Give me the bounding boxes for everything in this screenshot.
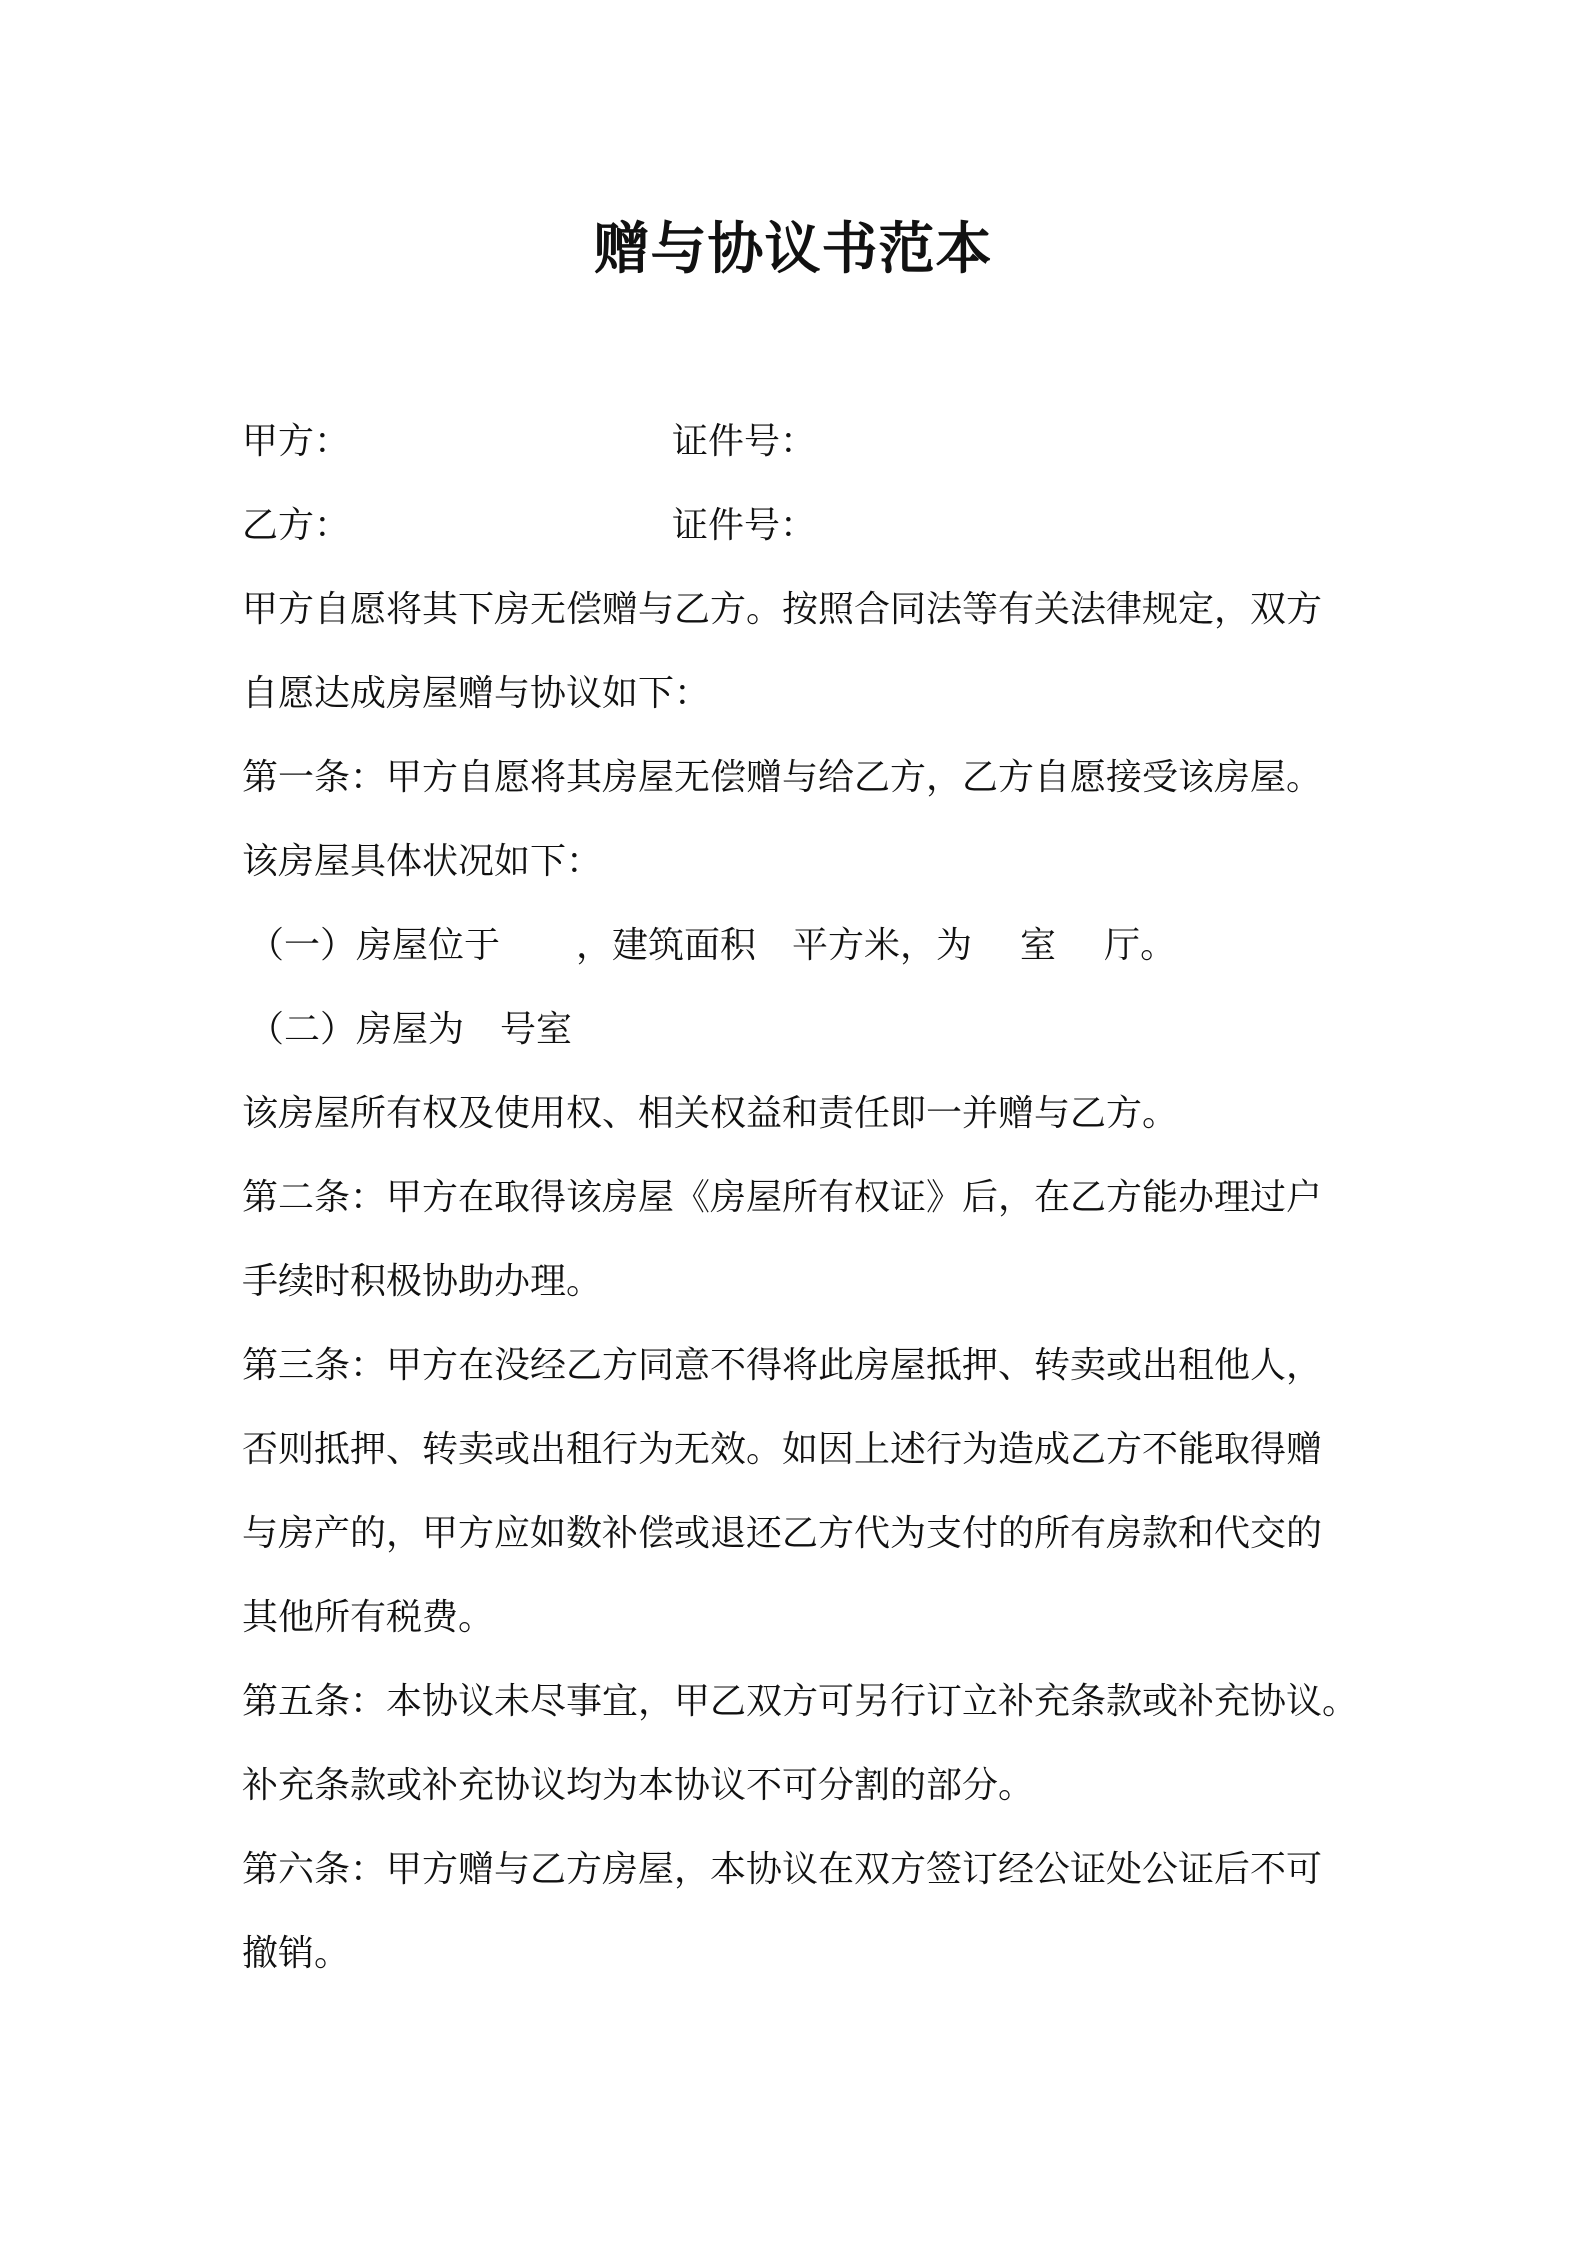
item2-label: （二）房屋为 <box>248 1009 465 1050</box>
item1-room-label: 室 <box>1020 925 1057 966</box>
article1-line-2: 该房屋具体状况如下： <box>242 841 603 882</box>
article5-line-1: 第五条：本协议未尽事宜，甲乙双方可另行订立补充条款或补充协议。 <box>242 1681 1359 1722</box>
article5-line-2: 补充条款或补充协议均为本协议不可分割的部分。 <box>242 1765 1035 1806</box>
item1-area-label: ，建筑面积 <box>576 925 757 966</box>
article2-line-1: 第二条：甲方在取得该房屋《房屋所有权证》后，在乙方能办理过户 <box>242 1177 1323 1218</box>
party-b-id-label: 证件号： <box>672 505 817 546</box>
article3-line-1: 第三条：甲方在没经乙方同意不得将此房屋抵押、转卖或出租他人， <box>242 1345 1323 1386</box>
intro-line-1: 甲方自愿将其下房无偿赠与乙方。按照合同法等有关法律规定，双方 <box>242 589 1323 630</box>
party-a-label: 甲方： <box>242 421 351 462</box>
party-b-line <box>242 484 1352 568</box>
article3-line-4: 其他所有税费。 <box>242 1597 495 1638</box>
document-body <box>242 400 1359 1996</box>
article6-line-2: 撤销。 <box>242 1933 351 1974</box>
article3-line-2: 否则抵押、转卖或出租行为无效。如因上述行为造成乙方不能取得赠 <box>242 1429 1323 1470</box>
item1-unit-label: 平方米，为 <box>792 925 973 966</box>
party-b-label: 乙方： <box>242 505 351 546</box>
item1-location-label: （一）房屋位于 <box>248 925 501 966</box>
article3-line-3: 与房产的，甲方应如数补偿或退还乙方代为支付的所有房款和代交的 <box>242 1513 1323 1554</box>
article2-line-2: 手续时积极协助办理。 <box>242 1261 603 1302</box>
item1-line <box>242 904 1352 988</box>
party-a-line <box>242 400 1352 484</box>
item1-hall-label: 厅。 <box>1104 925 1177 966</box>
article1-line-1: 第一条：甲方自愿将其房屋无偿赠与给乙方，乙方自愿接受该房屋。 <box>242 757 1323 798</box>
document-title: 赠与协议书范本 <box>593 217 993 282</box>
party-a-id-label: 证件号： <box>672 421 817 462</box>
item2-room-label: 号室 <box>500 1009 573 1050</box>
rights-line: 该房屋所有权及使用权、相关权益和责任即一并赠与乙方。 <box>242 1093 1179 1134</box>
article6-line-1: 第六条：甲方赠与乙方房屋，本协议在双方签订经公证处公证后不可 <box>242 1849 1323 1890</box>
item2-line <box>242 988 1352 1072</box>
intro-line-2: 自愿达成房屋赠与协议如下： <box>242 673 711 714</box>
